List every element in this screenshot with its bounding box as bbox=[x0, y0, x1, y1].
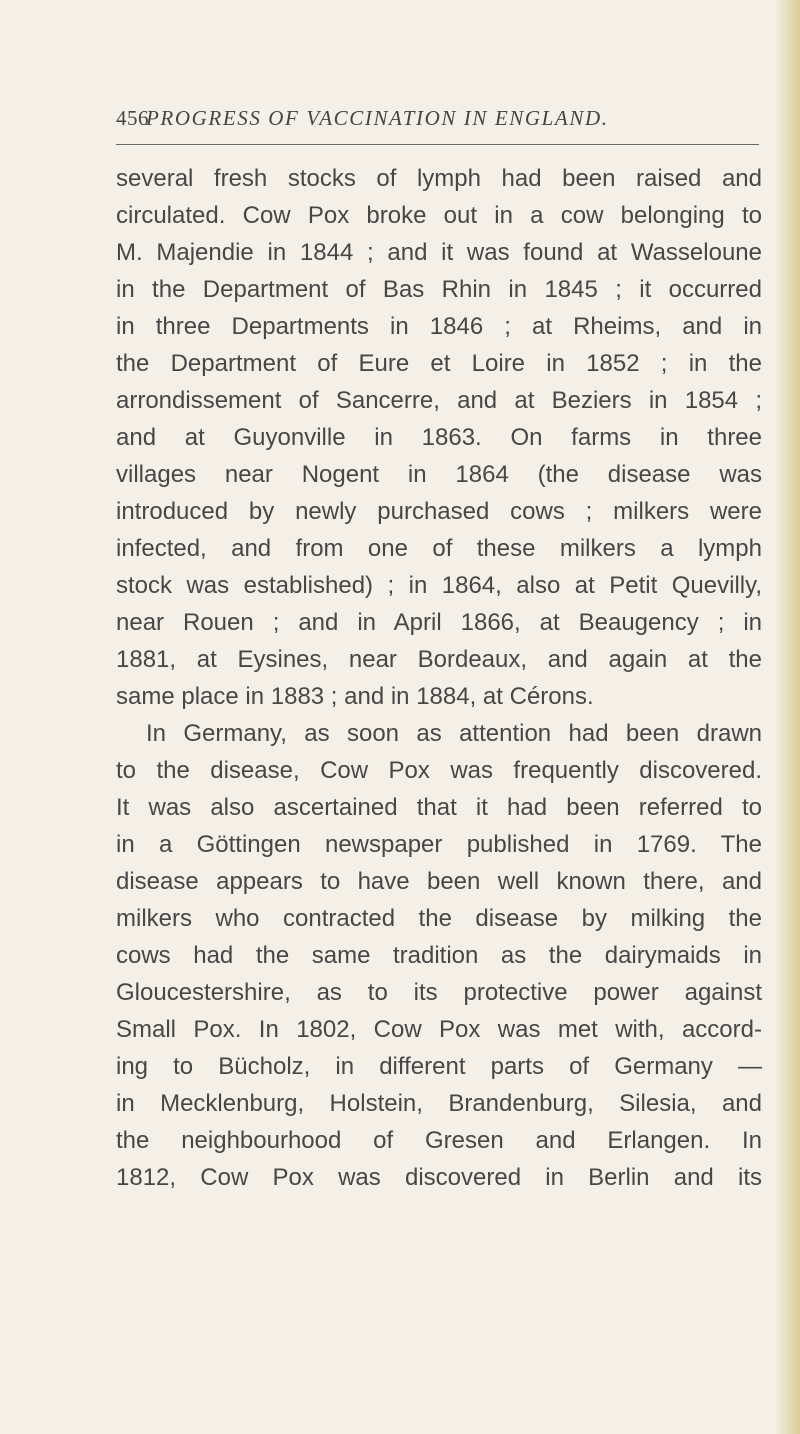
page-edge-shadow bbox=[774, 0, 800, 1434]
text-line: in three Departments in 1846 ; at Rheims, and in bbox=[116, 313, 762, 340]
text-line: the neighbourhood of Gresen and Erlangen. In bbox=[116, 1127, 762, 1154]
text-line: in the Department of Bas Rhin in 1845 ; it occurred bbox=[116, 276, 762, 303]
text-line: stock was established) ; in 1864, also at Petit Quevilly, bbox=[116, 572, 762, 599]
text-line: 1881, at Eysines, near Bordeaux, and again at the bbox=[116, 646, 762, 673]
text-line: milkers who contracted the disease by milking the bbox=[116, 905, 762, 932]
text-line: near Rouen ; and in April 1866, at Beaugency ; in bbox=[116, 609, 762, 636]
running-header bbox=[116, 106, 756, 136]
text-line: villages near Nogent in 1864 (the disease was bbox=[116, 461, 762, 488]
running-title: PROGRESS OF VACCINATION IN ENGLAND. bbox=[146, 106, 609, 130]
text-line: M. Majendie in 1844 ; and it was found at Wasseloune bbox=[116, 239, 762, 266]
paragraph-end-line: same place in 1883 ; and in 1884, at Cérons. bbox=[116, 683, 594, 710]
text-line: Gloucestershire, as to its protective power against bbox=[116, 979, 762, 1006]
text-line: and at Guyonville in 1863. On farms in three bbox=[116, 424, 762, 451]
header-rule bbox=[116, 144, 759, 145]
text-line: disease appears to have been well known there, and bbox=[116, 868, 762, 895]
text-line: circulated. Cow Pox broke out in a cow belonging to bbox=[116, 202, 762, 229]
text-line: cows had the same tradition as the dairymaids in bbox=[116, 942, 762, 969]
text-line: several fresh stocks of lymph had been raised and bbox=[116, 165, 762, 192]
text-line: It was also ascertained that it had been referred to bbox=[116, 794, 762, 821]
page-number: 456 bbox=[116, 106, 149, 130]
text-line: ing to Bücholz, in different parts of Germany — bbox=[116, 1053, 762, 1080]
text-line: arrondissement of Sancerre, and at Beziers in 1854 ; bbox=[116, 387, 762, 414]
text-line: infected, and from one of these milkers a lymph bbox=[116, 535, 762, 562]
text-line: to the disease, Cow Pox was frequently discovered. bbox=[116, 757, 762, 784]
text-line: 1812, Cow Pox was discovered in Berlin and its bbox=[116, 1164, 762, 1191]
body-text bbox=[116, 160, 762, 1196]
paragraph-start-line: In Germany, as soon as attention had been drawn bbox=[146, 720, 762, 747]
text-line: in Mecklenburg, Holstein, Brandenburg, Silesia, and bbox=[116, 1090, 762, 1117]
text-line: in a Göttingen newspaper published in 1769. The bbox=[116, 831, 762, 858]
text-line: the Department of Eure et Loire in 1852 ; in the bbox=[116, 350, 762, 377]
text-line: Small Pox. In 1802, Cow Pox was met with, accord- bbox=[116, 1016, 762, 1043]
text-line: introduced by newly purchased cows ; milkers were bbox=[116, 498, 762, 525]
